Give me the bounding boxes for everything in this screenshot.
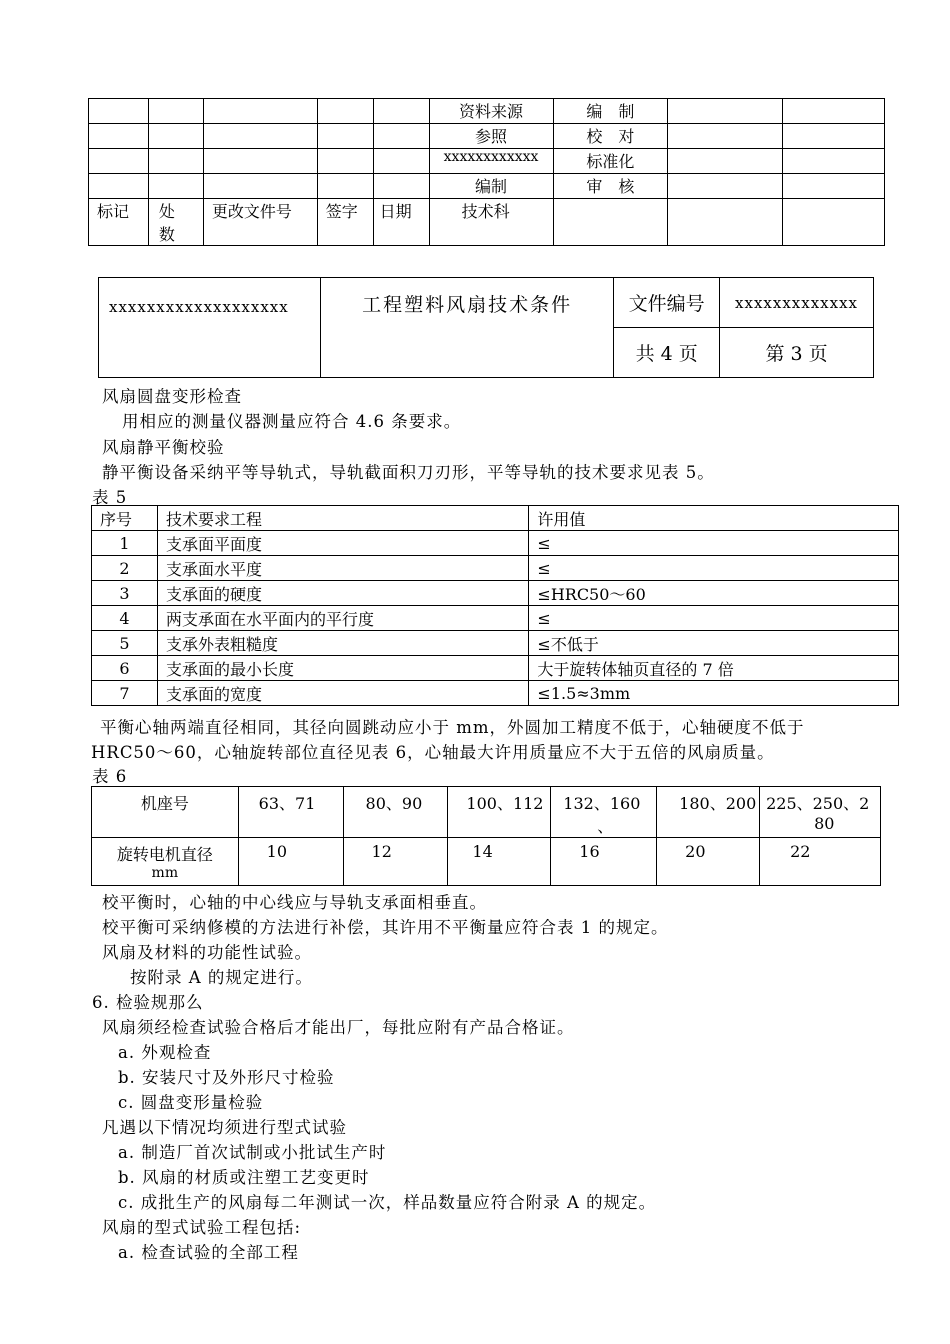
table6-cell-line2: 80: [814, 814, 835, 833]
frame-number-label: 机座号: [92, 787, 239, 838]
table6-cell-line1: 132、160: [563, 794, 641, 813]
reference-code: xxxxxxxxxxxx: [429, 149, 553, 174]
table5-cell: ≤: [529, 606, 899, 631]
paragraph-performance-test: 风扇及材料的功能性试验。: [102, 943, 312, 962]
place-label-line1: 处: [158, 202, 175, 221]
review-label: 审 核: [553, 174, 668, 199]
table6-cell: 80、90: [343, 787, 448, 838]
place-label-line2: 数: [158, 225, 175, 244]
paragraph-type-test-conditions: 凡遇以下情况均须进行型式试验: [102, 1118, 347, 1137]
table5-cell: ≤1.5≈3mm: [529, 681, 899, 706]
check-label: 校 对: [553, 124, 668, 149]
section-heading-static-balance: 风扇静平衡校验: [102, 438, 225, 457]
table5-cell: 大于旋转体轴页直径的 7 倍: [529, 656, 899, 681]
document-title: 工程塑料风扇技术条件: [320, 278, 613, 378]
table6-cell: 16: [551, 838, 657, 886]
paragraph-mandrel-2: HRC50～60，心轴旋转部位直径见表 6，心轴最大许用质量应不大于五倍的风扇质量。: [91, 743, 775, 762]
table5-cell: 6: [92, 656, 158, 681]
table5-cell: 支承外表粗糙度: [157, 631, 528, 656]
table5-header-cell: 序号: [92, 506, 158, 531]
table6-frame-row: [92, 787, 881, 838]
table5-cell: 支承面水平度: [157, 556, 528, 581]
table-row: [92, 581, 899, 606]
table5-cell: ≤: [529, 556, 899, 581]
revision-table: [88, 98, 885, 246]
total-pages: 共 4 页: [614, 328, 720, 378]
table-row: [92, 606, 899, 631]
diameter-label-line1: 旋转电机直径: [116, 845, 213, 864]
paragraph-balance-compensation: 校平衡可采纳修模的方法进行补偿，其许用不平衡量应符合表 1 的规定。: [102, 918, 669, 937]
table-row: [92, 556, 899, 581]
section-heading-inspection-rules: 6. 检验规那么: [92, 993, 204, 1012]
paragraph-mandrel-1: 平衡心轴两端直径相同，其径向圆跳动应小于 mm，外圆加工精度不低于，心轴硬度不低于: [100, 718, 805, 737]
table6-cell: [760, 787, 881, 838]
table6-diameter-row: [92, 838, 881, 886]
table5-cell: ≤: [529, 531, 899, 556]
table6-cell-line2: 、: [597, 817, 614, 836]
table5-header-cell: 许用值: [529, 506, 899, 531]
paragraph-balance-axis: 校平衡时，心轴的中心线应与导轨支承面相垂直。: [102, 893, 487, 912]
table5-header-cell: 技术要求工程: [157, 506, 528, 531]
table-row: [92, 631, 899, 656]
section-heading-disc-deformation: 风扇圆盘变形检查: [102, 387, 242, 406]
table5-header-row: [92, 506, 899, 531]
page-number: 第 3 页: [720, 328, 874, 378]
list-item: c. 圆盘变形量检验: [118, 1093, 264, 1112]
paragraph-appendix-a: 按附录 A 的规定进行。: [130, 968, 313, 987]
table6-cell: 100、112: [448, 787, 551, 838]
compiled-label: 编 制: [553, 99, 668, 124]
table6-cell: 20: [657, 838, 760, 886]
standard-label: 标准化: [553, 149, 668, 174]
table5-cell: 支承面的最小长度: [157, 656, 528, 681]
doc-number-label: 文件编号: [614, 278, 720, 328]
reference-label: 参照: [429, 124, 553, 149]
edit-label: 编制: [429, 174, 553, 199]
paragraph-disc-measure: 用相应的测量仪器测量应符合 4.6 条要求。: [122, 412, 462, 431]
table5-cell: 两支承面在水平面内的平行度: [157, 606, 528, 631]
table6-cell-line1: 225、250、2: [766, 794, 870, 813]
list-item: a. 外观检查: [118, 1043, 212, 1062]
table5: [91, 505, 899, 706]
table5-cell: ≤HRC50～60: [529, 581, 899, 606]
table5-cell: 支承面的宽度: [157, 681, 528, 706]
date-label: 日期: [373, 199, 429, 246]
table5-cell: 支承面平面度: [157, 531, 528, 556]
paragraph-type-test-items: 风扇的型式试验工程包括:: [102, 1218, 302, 1237]
diameter-label: [92, 838, 239, 886]
table6-cell: 12: [343, 838, 448, 886]
table6-caption: 表 6: [92, 767, 128, 786]
diameter-unit: mm: [151, 865, 179, 881]
sign-label: 签字: [317, 199, 373, 246]
tech-dept-label: 技术科: [429, 199, 553, 246]
list-item: b. 风扇的材质或注塑工艺变更时: [118, 1168, 370, 1187]
table5-cell: 3: [92, 581, 158, 606]
doc-number: xxxxxxxxxxxxx: [720, 278, 874, 328]
table5-cell: 7: [92, 681, 158, 706]
company-name: xxxxxxxxxxxxxxxxxxx: [99, 278, 321, 378]
table6-cell: 22: [760, 838, 881, 886]
table6-cell: 180、200: [657, 787, 760, 838]
list-item: a. 检查试验的全部工程: [118, 1243, 299, 1262]
table5-cell: 4: [92, 606, 158, 631]
table5-cell: 2: [92, 556, 158, 581]
list-item: b. 安装尺寸及外形尺寸检验: [118, 1068, 335, 1087]
table6: [91, 786, 881, 886]
table-row: [92, 681, 899, 706]
table5-cell: 支承面的硬度: [157, 581, 528, 606]
mark-label: 标记: [89, 199, 149, 246]
table6-cell: [551, 787, 657, 838]
document-header: [98, 277, 874, 378]
table5-cell: 1: [92, 531, 158, 556]
source-label: 资料来源: [429, 99, 553, 124]
table5-cell: 5: [92, 631, 158, 656]
paragraph-balance-equipment: 静平衡设备采纳平等导轨式，导轨截面积刀刃形，平等导轨的技术要求见表 5。: [102, 463, 715, 482]
table6-cell: 63、71: [238, 787, 343, 838]
table5-caption: 表 5: [92, 488, 128, 507]
table-row: [92, 531, 899, 556]
table6-cell: 10: [238, 838, 343, 886]
change-doc-label: 更改文件号: [203, 199, 317, 246]
table5-cell: ≤不低于: [529, 631, 899, 656]
list-item: c. 成批生产的风扇每二年测试一次，样品数量应符合附录 A 的规定。: [118, 1193, 657, 1212]
place-label: [148, 199, 203, 246]
table-row: [92, 656, 899, 681]
list-item: a. 制造厂首次试制或小批试生产时: [118, 1143, 387, 1162]
paragraph-certificate: 风扇须经检查试验合格后才能出厂，每批应附有产品合格证。: [102, 1018, 575, 1037]
table6-cell: 14: [448, 838, 551, 886]
